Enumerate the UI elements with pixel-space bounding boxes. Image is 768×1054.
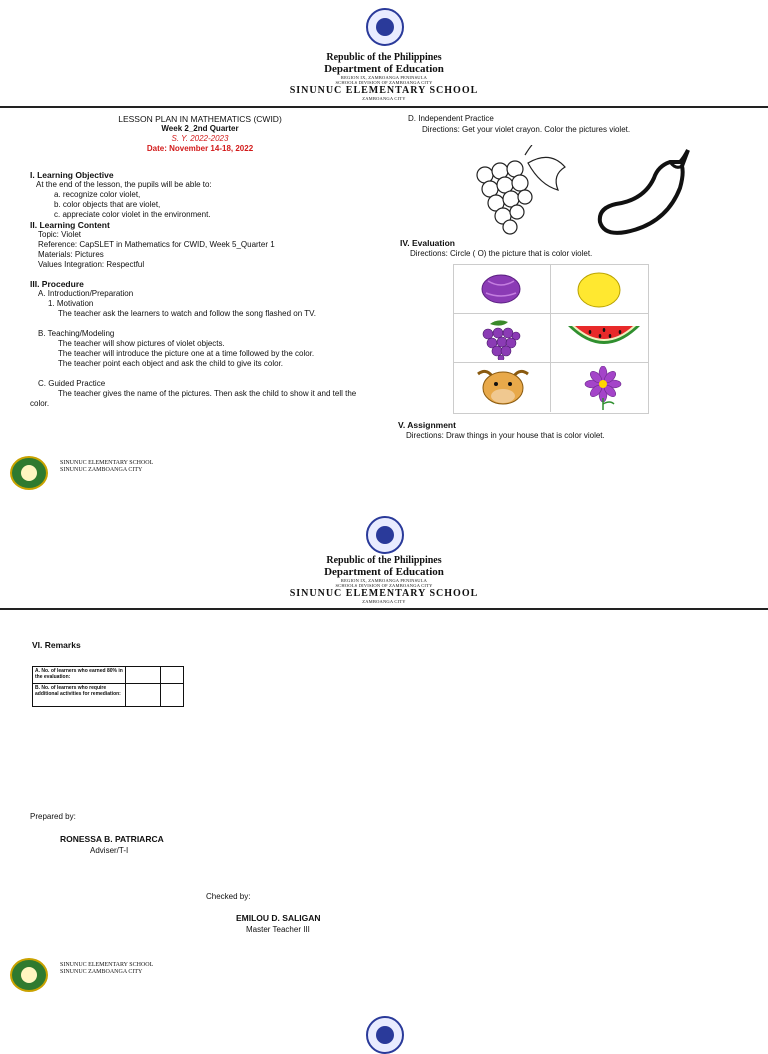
preparer-title: Adviser/T-I — [90, 846, 129, 855]
republic-text: Republic of the Philippines — [326, 555, 442, 566]
procedure-b-line: The teacher point each object and ask the child to give its color. — [58, 359, 284, 368]
lesson-week: Week 2_2nd Quarter — [161, 124, 239, 133]
objective-item: a. recognize color violet, — [54, 190, 141, 199]
remarks-cell[interactable] — [161, 667, 184, 684]
city-text: ZAMBOANGA CITY — [362, 96, 406, 101]
lesson-title: LESSON PLAN IN MATHEMATICS (CWID) — [118, 114, 282, 124]
school-name: SINUNUC ELEMENTARY SCHOOL — [289, 588, 479, 599]
objective-item: b. color objects that are violet, — [54, 200, 161, 209]
procedure-a1-text: The teacher ask the learners to watch and follow the song flashed on TV. — [58, 309, 316, 318]
violet-grapes-image[interactable] — [478, 318, 522, 360]
procedure-heading: III. Procedure — [30, 279, 84, 289]
procedure-c: C. Guided Practice — [38, 379, 106, 388]
procedure-b-line: The teacher will show pictures of violet objects. — [58, 339, 225, 348]
footer-school: SINUNUC ELEMENTARY SCHOOL — [60, 962, 154, 968]
objective-item: c. appreciate color violet in the environment. — [54, 210, 211, 219]
carabao-image[interactable] — [474, 366, 532, 408]
remarks-heading: VI. Remarks — [32, 640, 81, 650]
content-materials: Materials: Pictures — [38, 250, 104, 259]
content-reference: Reference: CapSLET in Mathematics for CWID, Week 5_Quarter 1 — [38, 240, 275, 249]
assignment-directions: Directions: Draw things in your house that is color violet. — [406, 431, 605, 440]
grid-divider — [550, 264, 551, 412]
lesson-sy: S. Y. 2022-2023 — [171, 134, 229, 143]
city-text: ZAMBOANGA CITY — [362, 599, 406, 604]
footer-city: SINUNUC ZAMBOANGA CITY — [60, 969, 143, 975]
lesson-date: Date: November 14-18, 2022 — [146, 144, 254, 153]
assignment-heading: V. Assignment — [398, 420, 456, 430]
content-values: Values Integration: Respectful — [38, 260, 145, 269]
procedure-c-text: The teacher gives the name of the pictures. Then ask the child to show it and tell the — [58, 389, 357, 398]
deped-seal — [366, 8, 404, 46]
remarks-cell[interactable] — [126, 684, 161, 707]
deped-seal — [366, 516, 404, 554]
checker-name: EMILOU D. SALIGAN — [236, 913, 321, 923]
independent-practice-heading: D. Independent Practice — [408, 114, 494, 123]
watermelon-image[interactable] — [566, 322, 642, 354]
procedure-a: A. Introduction/Preparation — [38, 289, 134, 298]
procedure-a1: 1. Motivation — [48, 299, 94, 308]
remarks-cell[interactable] — [126, 667, 161, 684]
independent-practice-directions: Directions: Get your violet crayon. Color the pictures violet. — [422, 125, 631, 134]
checker-title: Master Teacher III — [246, 925, 310, 934]
preparer-name: RONESSA B. PATRIARCA — [60, 834, 164, 844]
school-logo — [10, 958, 48, 992]
violet-flower-image[interactable] — [580, 366, 626, 412]
region-text: REGION IX, ZAMBOANGA PENINSULA — [340, 578, 428, 583]
header-divider — [0, 608, 768, 610]
objective-heading: I. Learning Objective — [30, 170, 114, 180]
header-divider — [0, 106, 768, 108]
footer-school: SINUNUC ELEMENTARY SCHOOL — [60, 460, 154, 466]
violet-ball-image[interactable] — [480, 273, 522, 305]
footer-city: SINUNUC ZAMBOANGA CITY — [60, 467, 143, 473]
school-name: SINUNUC ELEMENTARY SCHOOL — [289, 85, 479, 96]
department-text: Department of Education — [324, 566, 444, 578]
checked-by-label: Checked by: — [206, 892, 251, 901]
republic-text: Republic of the Philippines — [326, 52, 442, 63]
procedure-b-line: The teacher will introduce the picture one at a time followed by the color. — [58, 349, 315, 358]
prepared-by-label: Prepared by: — [30, 812, 76, 821]
evaluation-directions: Directions: Circle ( O) the picture that is color violet. — [410, 249, 593, 258]
remarks-row-label: A. No. of learners who earned 80% in the evaluation: — [33, 667, 126, 684]
region-text: REGION IX, ZAMBOANGA PENINSULA — [340, 75, 428, 80]
remarks-cell[interactable] — [161, 684, 184, 707]
procedure-c-text2: color. — [30, 399, 50, 408]
department-text: Department of Education — [324, 63, 444, 75]
division-text: SCHOOLS DIVISION OF ZAMBOANGA CITY — [335, 80, 433, 85]
remarks-table — [32, 666, 184, 707]
content-topic: Topic: Violet — [38, 230, 81, 239]
grid-divider — [453, 313, 648, 314]
yellow-ball-image[interactable] — [576, 271, 622, 309]
remarks-row-label: B. No. of learners who require additional activities for remediation: — [33, 684, 126, 707]
content-heading: II. Learning Content — [30, 220, 110, 230]
eggplant-outline-image — [596, 148, 696, 238]
grid-divider — [453, 362, 648, 363]
deped-seal — [366, 1016, 404, 1054]
division-text: SCHOOLS DIVISION OF ZAMBOANGA CITY — [335, 583, 433, 588]
objective-intro: At the end of the lesson, the pupils will be able to: — [36, 180, 212, 189]
school-logo — [10, 456, 48, 490]
procedure-b: B. Teaching/Modeling — [38, 329, 115, 338]
grapes-outline-image — [470, 145, 570, 235]
evaluation-heading: IV. Evaluation — [400, 238, 455, 248]
